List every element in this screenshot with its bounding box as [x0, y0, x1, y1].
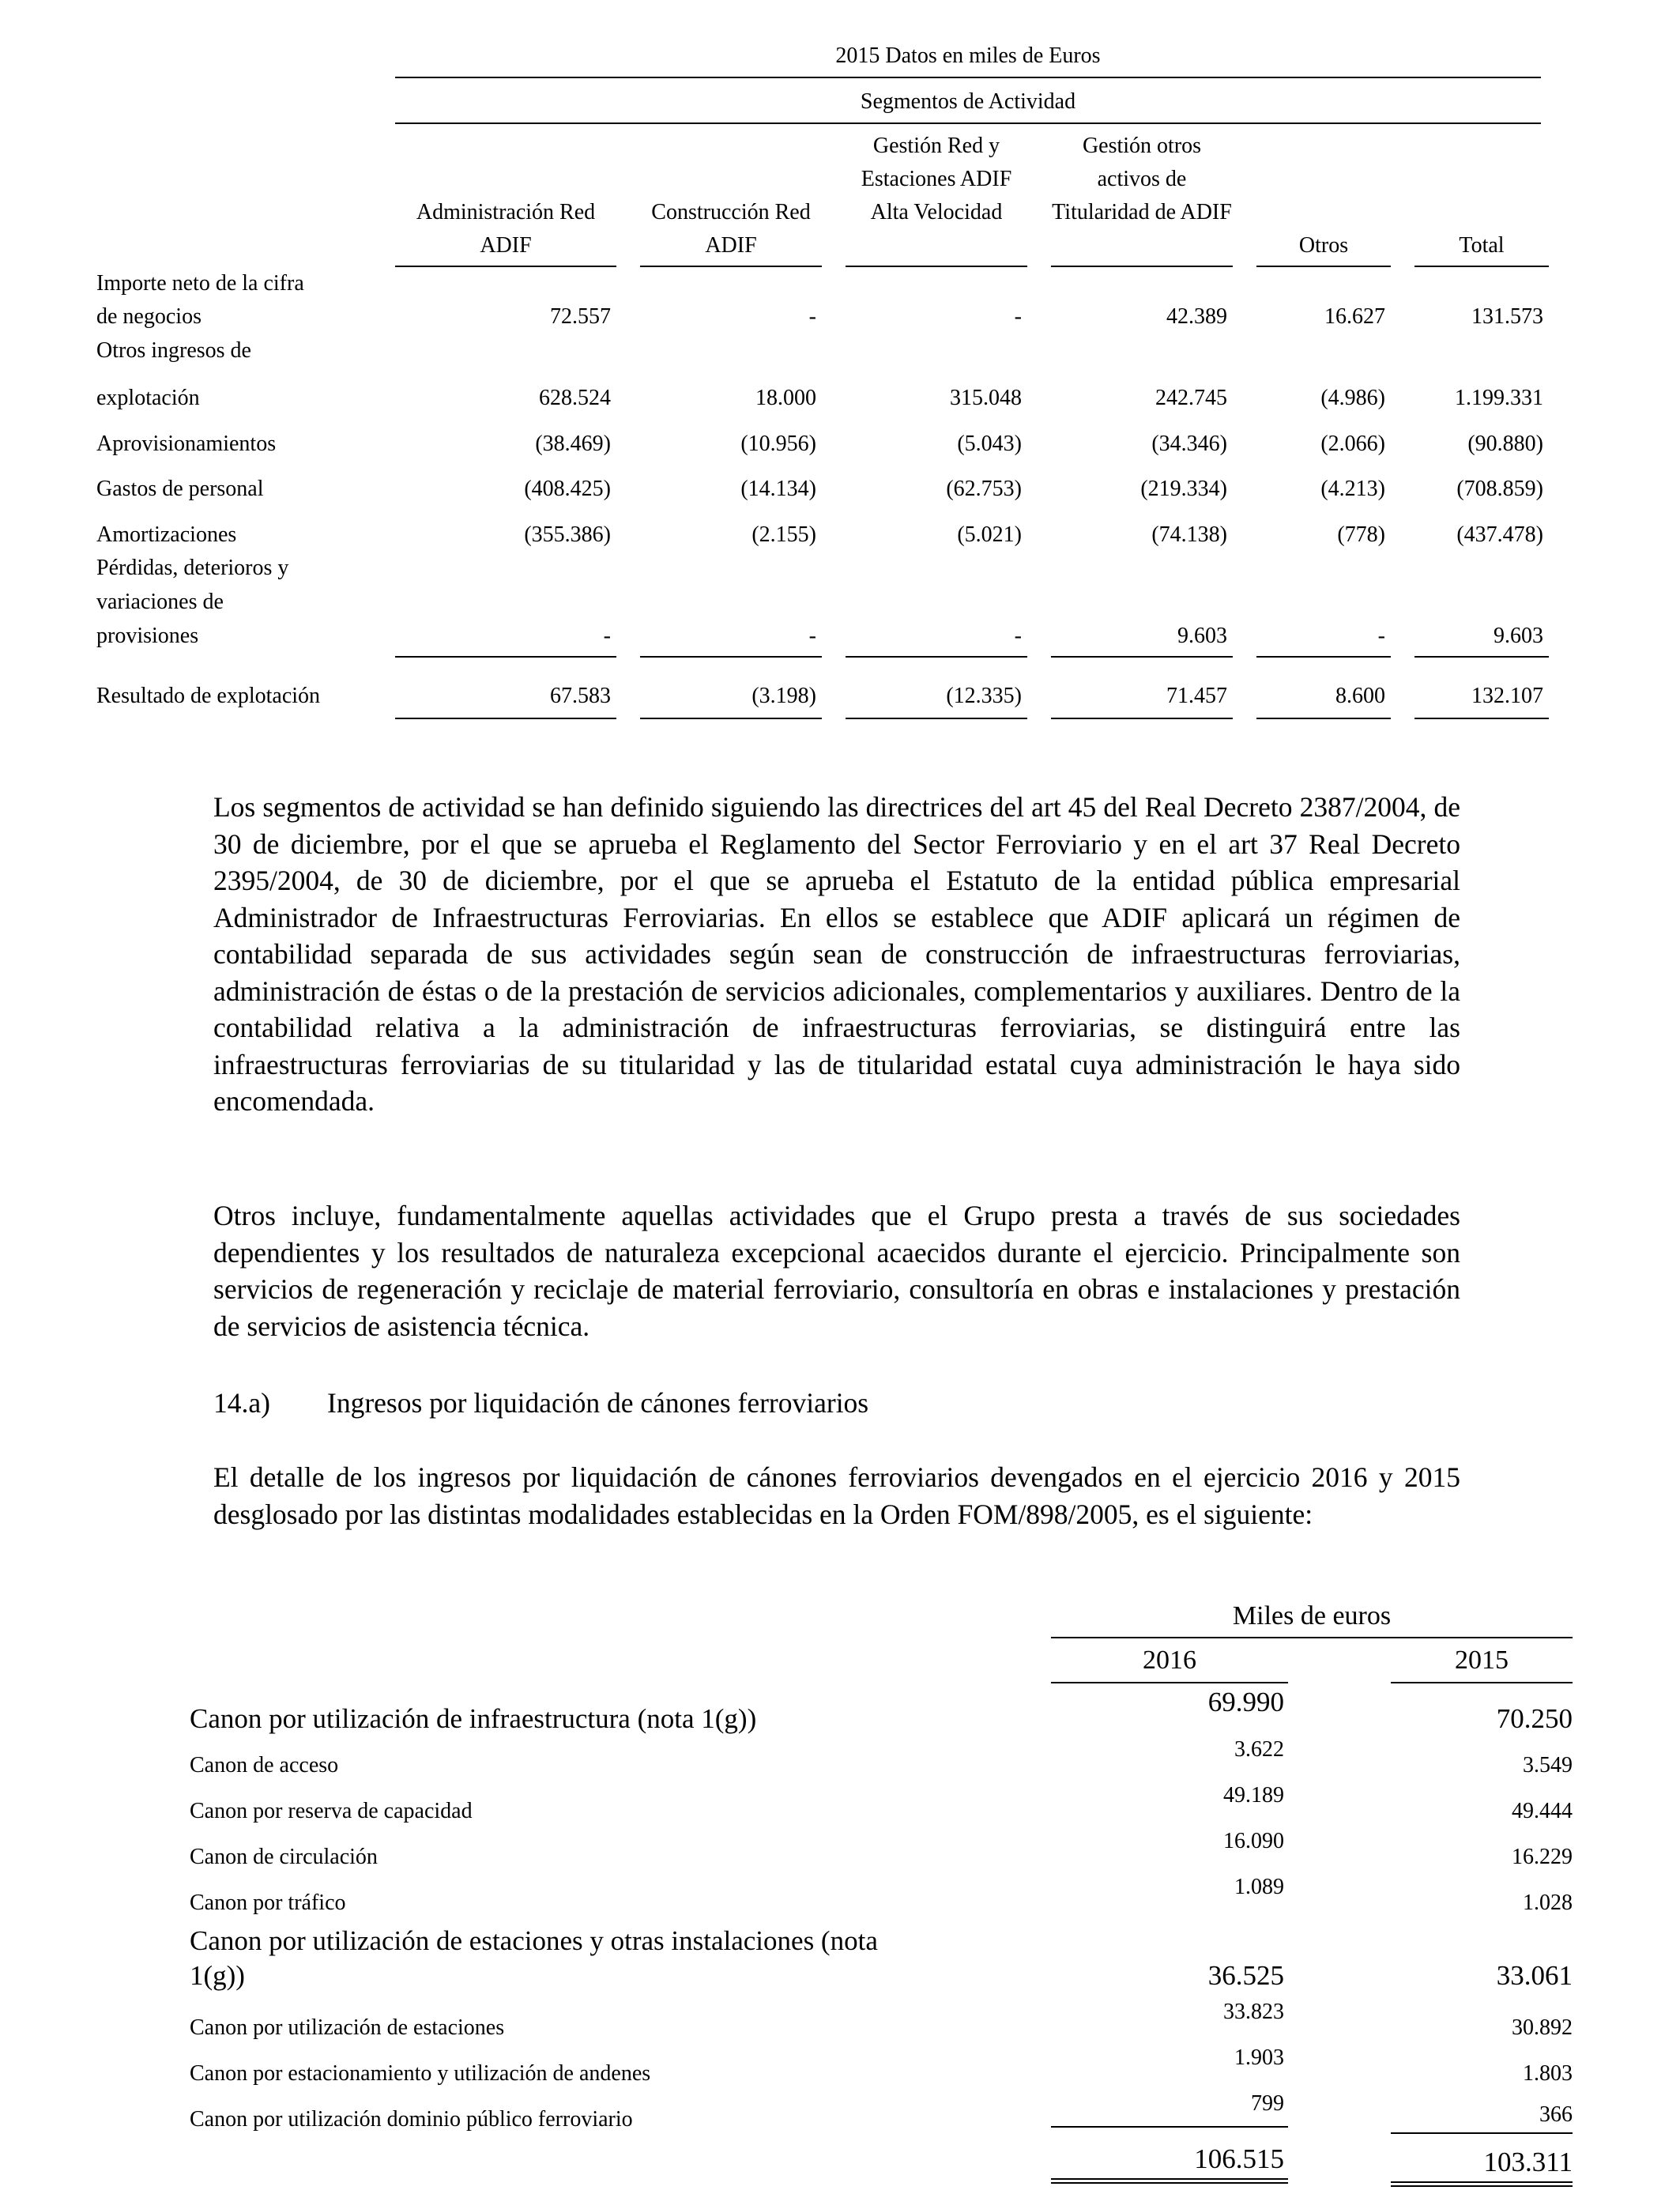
total-rule	[1256, 718, 1391, 719]
row-label: Canon por utilización de estaciones	[190, 2015, 505, 2040]
segments-title: Segmentos de Actividad	[860, 89, 1076, 114]
table-cell: 131.573	[1471, 304, 1543, 329]
column-header-otros: Otros	[1298, 233, 1349, 258]
table-cell: 67.583	[550, 684, 611, 708]
table-cell: (38.469)	[535, 432, 611, 456]
year-rule	[1051, 1682, 1288, 1683]
header-rule	[1256, 266, 1391, 267]
row-label: Importe neto de la cifra	[96, 271, 304, 296]
value-2015: 1.028	[1523, 1891, 1573, 1915]
table-cell: (778)	[1337, 522, 1385, 547]
section-title: Ingresos por liquidación de cánones ferroviarios	[327, 1387, 869, 1419]
row-label: Canon por utilización de estaciones y otras instalaciones (nota	[190, 1925, 878, 1956]
value-2016: 16.090	[1223, 1829, 1284, 1853]
table-cell: -	[808, 624, 816, 648]
table-cell: (4.986)	[1320, 386, 1385, 410]
total-double-rule	[1391, 2181, 1573, 2187]
row-label: Canon de circulación	[190, 1845, 378, 1869]
table-cell: (12.335)	[946, 684, 1022, 708]
header-rule	[395, 266, 616, 267]
table-cell: 1.199.331	[1455, 386, 1543, 410]
body-paragraph	[213, 789, 1460, 1120]
table-cell: -	[1377, 624, 1385, 648]
table-cell: (3.198)	[751, 684, 816, 708]
table-cell: (4.213)	[1320, 477, 1385, 501]
total-double-rule	[1051, 2178, 1288, 2184]
total-2015: 103.311	[1483, 2147, 1573, 2177]
table-cell: (219.334)	[1140, 477, 1227, 501]
table-cell: 9.603	[1177, 624, 1227, 648]
table-cell: (437.478)	[1456, 522, 1543, 547]
table-cell: 242.745	[1155, 386, 1227, 410]
value-2015: 366	[1539, 2102, 1573, 2127]
value-2015: 49.444	[1512, 1799, 1573, 1823]
row-label: Canon por estacionamiento y utilización de andenes	[190, 2061, 651, 2086]
table-cell: 132.107	[1471, 684, 1543, 708]
table-cell: (408.425)	[524, 477, 611, 501]
value-2016: 36.525	[1207, 1960, 1284, 1991]
header-rule	[846, 266, 1027, 267]
year-header: 2016	[1143, 1646, 1196, 1675]
table-cell: 628.524	[539, 386, 611, 410]
value-2015: 3.549	[1523, 1753, 1573, 1777]
table-cell: 315.048	[950, 386, 1022, 410]
value-2016: 49.189	[1223, 1783, 1284, 1808]
value-2015: 30.892	[1512, 2015, 1573, 2040]
column-header-total: Total	[1459, 233, 1505, 258]
subtotal-rule	[1051, 656, 1233, 658]
header-rule	[640, 266, 822, 267]
value-2015: 33.061	[1496, 1960, 1573, 1991]
subtotal-rule	[640, 656, 822, 658]
table-cell: 72.557	[550, 304, 611, 329]
header-rule	[1414, 266, 1549, 267]
table-cell: -	[603, 624, 611, 648]
paragraph-text: El detalle de los ingresos por liquidación de cánones ferroviarios devengados en el ejercicio 2016 y 2015 desglosado por las distintas modalidades establecidas en la Orden FOM/898/2005, es el siguiente:	[213, 1461, 1460, 1530]
row-label: provisiones	[96, 624, 199, 648]
subtotal-rule	[1414, 656, 1549, 658]
subtotal-rule	[1391, 2132, 1573, 2134]
header-rule	[1051, 266, 1233, 267]
value-2016: 1.903	[1234, 2045, 1284, 2070]
row-label: Canon por tráfico	[190, 1891, 346, 1915]
row-label: Canon por utilización dominio público ferroviario	[190, 2107, 633, 2132]
table-caption: 2015 Datos en miles de Euros	[835, 43, 1101, 68]
caption-rule	[1051, 1637, 1573, 1638]
table-cell: (5.043)	[957, 432, 1022, 456]
year-rule	[1391, 1682, 1573, 1683]
year-header: 2015	[1455, 1646, 1509, 1675]
row-label: explotación	[96, 386, 200, 410]
table-cell: (355.386)	[524, 522, 611, 547]
table-cell: 8.600	[1335, 684, 1385, 708]
segments-rule	[395, 123, 1541, 124]
total-rule	[846, 718, 1027, 719]
table-cell: (34.346)	[1151, 432, 1227, 456]
table-cell: (2.155)	[751, 522, 816, 547]
value-2015: 70.250	[1496, 1703, 1573, 1734]
section-number: 14.a)	[213, 1387, 270, 1419]
table-cell: 16.627	[1324, 304, 1385, 329]
column-header-gestion-red-av: Gestión Red y Estaciones ADIF Alta Velocidad	[861, 134, 1012, 224]
value-2015: 16.229	[1512, 1845, 1573, 1869]
table-cell: (2.066)	[1320, 432, 1385, 456]
subtotal-rule	[846, 656, 1027, 658]
column-header-admin-red: Administración Red ADIF	[416, 200, 596, 258]
row-label: Pérdidas, deterioros y	[96, 556, 289, 580]
caption-rule	[395, 77, 1541, 78]
row-label: Amortizaciones	[96, 522, 237, 547]
row-label: Gastos de personal	[96, 477, 264, 501]
intro-paragraph	[213, 1459, 1460, 1532]
value-2016: 799	[1251, 2091, 1284, 2116]
table-cell: 18.000	[755, 386, 816, 410]
table-cell: -	[1014, 304, 1022, 329]
table-cell: (708.859)	[1456, 477, 1543, 501]
value-2016: 3.622	[1234, 1737, 1284, 1762]
column-header-construccion: Construcción Red ADIF	[651, 200, 811, 258]
table-cell: 9.603	[1494, 624, 1543, 648]
table-cell: -	[1014, 624, 1022, 648]
row-label: Canon de acceso	[190, 1753, 339, 1777]
total-rule	[1051, 718, 1233, 719]
paragraph-text: Los segmentos de actividad se han definido siguiendo las directrices del art 45 del Real Decreto 2387/2004, de 30 de diciembre, por el que se aprueba el Reglamento del Sector Ferroviario y en el art 37 Real Decreto 2395/2004, de 30 de diciembre, por el que se aprueba el Estatuto de la entidad pública empresarial Administrador de Infraestructuras Ferroviarias. En ellos se establece que ADIF aplicará un régimen de contabilidad separada de sus actividades según sean de construcción de infraestructuras ferroviarias, administración de éstas o de la prestación de servicios adicionales, complementarios y auxiliares. Dentro de la contabilidad relativa a la administración de infraestructuras ferroviarias, se distinguirá entre las infraestructuras ferroviarias de su titularidad y las de titularidad estatal cuya administración le haya sido encomendada.	[213, 791, 1460, 1117]
table-caption: Miles de euros	[1232, 1601, 1392, 1630]
total-rule	[1414, 718, 1549, 719]
table-cell: (90.880)	[1467, 432, 1543, 456]
row-label: Canon por reserva de capacidad	[190, 1799, 473, 1823]
row-label: Aprovisionamientos	[96, 432, 277, 456]
row-label: Otros ingresos de	[96, 338, 251, 363]
table-cell: (62.753)	[946, 477, 1022, 501]
table-cell: 71.457	[1166, 684, 1227, 708]
table-cell: (10.956)	[740, 432, 816, 456]
table-cell: 42.389	[1166, 304, 1227, 329]
table-cell: (5.021)	[957, 522, 1022, 547]
total-2016: 106.515	[1194, 2143, 1284, 2174]
paragraph-text: Otros incluye, fundamentalmente aquellas actividades que el Grupo presta a través de sus sociedades dependientes y los resultados de naturaleza excepcional acaecidos durante el ejercicio. Principalmente son servicios de regeneración y reciclaje de material ferroviario, consultoría en obras e instalaciones y prestación de servicios de asistencia técnica.	[213, 1200, 1460, 1342]
subtotal-rule	[1256, 656, 1391, 658]
table-cell: (74.138)	[1151, 522, 1227, 547]
table-cell: (14.134)	[740, 477, 816, 501]
column-header-otros-activos: Gestión otros activos de Titularidad de ADIF	[1052, 134, 1232, 224]
total-rule	[395, 718, 616, 719]
subtotal-rule	[395, 656, 616, 658]
value-2015: 1.803	[1523, 2061, 1573, 2086]
body-paragraph	[213, 1197, 1460, 1344]
row-label: 1(g))	[190, 1960, 245, 1991]
value-2016: 33.823	[1223, 2000, 1284, 2024]
subtotal-rule	[1051, 2126, 1288, 2128]
table-cell: -	[808, 304, 816, 329]
row-label: Resultado de explotación	[96, 684, 321, 708]
row-label: de negocios	[96, 304, 202, 329]
value-2016: 69.990	[1207, 1687, 1284, 1717]
total-rule	[640, 718, 822, 719]
value-2016: 1.089	[1234, 1875, 1284, 1899]
row-label: Canon por utilización de infraestructura (nota 1(g))	[190, 1703, 757, 1734]
row-label: variaciones de	[96, 590, 224, 614]
